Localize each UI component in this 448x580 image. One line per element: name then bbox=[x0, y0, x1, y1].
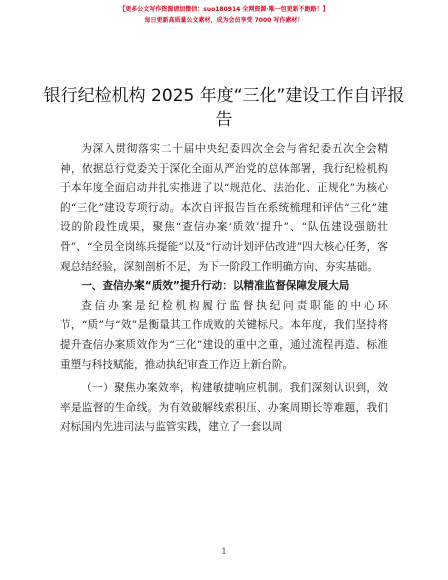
banner-line-1: 【更多公文写作资源请加微信：suo180914 全网资源·唯一包更新不跑路！】 bbox=[119, 6, 329, 13]
document-title: 银行纪检机构 2025 年度“三化”建设工作自评报告 bbox=[43, 86, 405, 130]
banner-line-2: 每日更新高质量公文素材，成为会员享受 7000 写作素材！ bbox=[144, 17, 304, 24]
section-1-paragraph: 查信办案是纪检机构履行监督执纪问责职能的中心环节，“质”与“效”是衡量其工作成败的关键标尺。本年度，我们坚持将提升查信办案质效作为“三化”建设的重中之重，通过流程再造、标准重塑与科技赋能，推动执纪审查工作迈上新台阶。 bbox=[60, 299, 388, 371]
subsection-1-paragraph: （一）聚焦办案效率，构建敏捷响应机制。我们深刻认识到，效率是监督的生命线。为有效破解线索积压、办案周期长等难题，我们对标国内先进司法与监管实践，建立了一套以周 bbox=[60, 382, 388, 434]
section-1-heading: 一、查信办案“质效”提升行动：以精准监督保障发展大局 bbox=[81, 280, 350, 293]
header-banner bbox=[0, 4, 448, 26]
page-number: 1 bbox=[221, 547, 227, 556]
intro-paragraph: 为深入贯彻落实二十届中央纪委四次全会与省纪委五次全会精神，依据总行党委关于深化全面从严治党的总体部署，我行纪检机构于本年度全面启动并扎实推进了以“规范化、法治化、正规化”为核心的“三化”建设专项行动。本次自评报告旨在系统梳理和评估“三化”建设的阶段性成果，聚焦“查信办案‘质效’提升”、“队伍建设强筋壮骨”、“全员全岗练兵提能”以及“行动计划评估改进”四大核心任务，客观总结经验，深刻剖析不足，为下一阶段工作明确方向、夯实基础。 bbox=[60, 143, 388, 273]
document-body bbox=[60, 140, 388, 438]
